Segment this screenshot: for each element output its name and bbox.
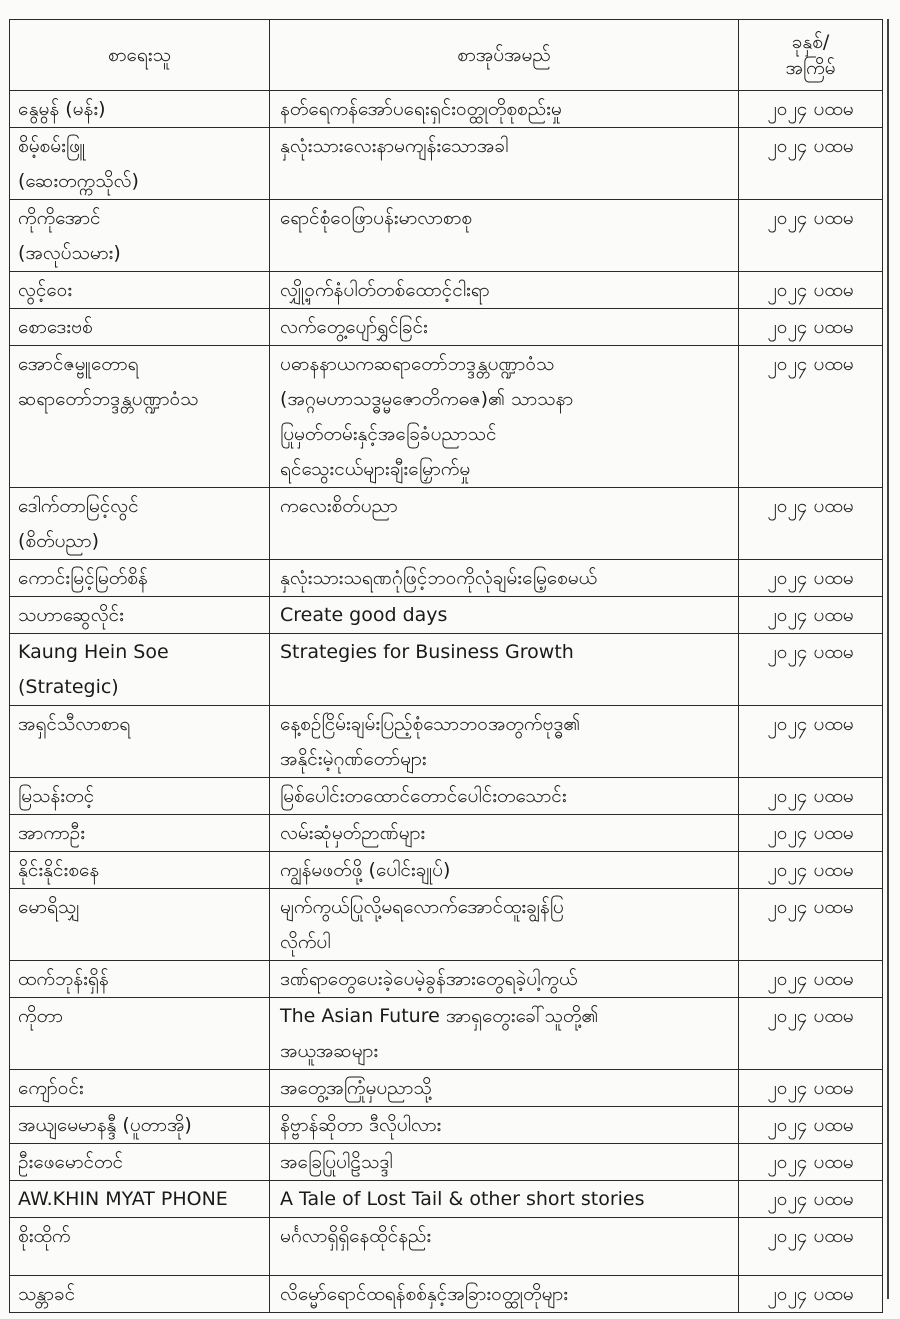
year-cell [739,346,883,488]
author-cell-line: အယျမေမာနန္ဒီ (ပူတာအို) [18,1114,192,1136]
title-cell-line: မင်္ဂလာရှိရှိနေထိုင်နည်း [280,1225,432,1247]
table-right-border [887,19,889,1299]
title-cell [270,778,739,815]
title-cell [270,272,739,309]
header-year-line2: အကြိမ် [785,57,836,79]
year-cell-line: ၂၀၂၄ ပထမ [767,1151,854,1173]
title-cell-line: လိုက်ပါ [280,931,331,953]
title-cell-line: Strategies for Business Growth [280,641,574,663]
year-cell [739,488,883,560]
author-cell [10,346,270,488]
author-cell [10,889,270,961]
table-row [10,634,883,706]
table-row [10,200,883,272]
year-cell-line: ၂၀၂၄ ပထမ [767,567,854,589]
author-cell-line: နိုင်းနိုင်းစနေ [18,859,100,881]
title-cell [270,597,739,634]
year-cell-line: ၂၀၂၄ ပထမ [767,353,854,375]
year-cell [739,128,883,200]
author-cell-line: စောဒေးဗစ် [18,316,93,338]
author-cell [10,488,270,560]
author-cell [10,852,270,889]
year-cell [739,852,883,889]
year-cell [739,1144,883,1181]
title-cell-line: A Tale of Lost Tail & other short stories [280,1188,645,1210]
title-cell [270,961,739,998]
year-cell [739,889,883,961]
year-cell-line: ၂၀၂၄ ပထမ [767,1005,854,1027]
year-cell-line: ၂၀၂၄ ပထမ [767,859,854,881]
title-cell [270,1181,739,1218]
author-cell [10,272,270,309]
title-cell [270,1144,739,1181]
year-cell-line: ၂၀၂၄ ပထမ [767,968,854,990]
title-cell-line: လမ်းဆုံမှတ်ဉာဏ်များ [280,822,426,844]
author-cell-line: (Strategic) [18,676,119,698]
author-cell-line: ဦးဖေမောင်တင် [18,1151,124,1173]
year-cell [739,1107,883,1144]
year-cell [739,200,883,272]
title-cell-line: ပဓာနနာယကဆရာတော်ဘဒ္ဒန္တပဏ္ဍာဝံသ [280,353,555,375]
author-cell-line: နွေမွန် (မန်း) [18,98,106,120]
title-cell-line: (အဂ္ဂမဟာသဒ္ဓမ္မဇောတိကဓဇ)၏ သာသနာ [280,388,574,410]
header-year-line1: ခုနှစ်/ [791,31,830,53]
year-cell-line: ၂၀၂၄ ပထမ [767,1283,854,1305]
table-row [10,998,883,1070]
title-cell [270,488,739,560]
year-cell-line: ၂၀၂၄ ပထမ [767,135,854,157]
year-cell [739,597,883,634]
title-cell [270,889,739,961]
author-cell-line: AW.KHIN MYAT PHONE [18,1188,228,1210]
table-row [10,961,883,998]
author-cell-line: ဆရာတော်ဘဒ္ဒန္တပဏ္ဍာဝံသ [18,388,199,410]
year-cell-line: ၂၀၂၄ ပထမ [767,316,854,338]
title-cell [270,309,739,346]
table-row [10,1070,883,1107]
title-cell-line: လက်တွေ့ပျော်ရွှင်ခြင်း [280,316,428,338]
year-cell [739,706,883,778]
year-cell-line: ၂၀၂၄ ပထမ [767,1225,854,1247]
year-cell-line: ၂၀၂၄ ပထမ [767,604,854,626]
year-cell-line: ၂၀၂၄ ပထမ [767,896,854,918]
title-cell-line: အတွေ့အကြုံမှပညာသို့ [280,1077,432,1099]
title-cell-line: အယူအဆများ [280,1040,379,1062]
table-row [10,1218,883,1276]
title-cell-line: ကျွန်မဖတ်ဖို့ (ပေါင်းချုပ်) [280,859,451,881]
author-cell-line: စိုးထိုက် [18,1225,71,1247]
author-cell [10,1070,270,1107]
title-cell-line: မျက်ကွယ်ပြုလို့မရလောက်အောင်ထူးချွန်ပြ [280,896,564,918]
title-cell-line: နှလုံးသားလေးနာမကျန်းသောအခါ [280,135,509,157]
table-row [10,346,883,488]
author-cell-line: အောင်ဇမ္ဗူတောရ [18,353,139,375]
title-cell-line: လျှို့ဝှက်နံပါတ်တစ်ထောင့်ငါးရာ [280,279,490,301]
author-cell-line: မောရိသျှ [18,896,81,918]
author-cell [10,998,270,1070]
title-cell-line: ပြုမှတ်တမ်းနှင့်အခြေခံပညာသင် [280,423,497,445]
table-row [10,889,883,961]
table-body [10,91,883,1313]
author-cell-line: သန္တာခင် [18,1283,76,1305]
title-cell-line: ကလေးစိတ်ပညာ [280,495,398,517]
table-row [10,1181,883,1218]
table-row [10,1144,883,1181]
author-cell [10,560,270,597]
title-cell [270,560,739,597]
author-cell-line: ကျော်ဝင်း [18,1077,84,1099]
title-cell-line: မြစ်ပေါင်းတထောင်တောင်ပေါင်းတသောင်း [280,785,567,807]
title-cell [270,1107,739,1144]
title-cell [270,128,739,200]
author-cell [10,961,270,998]
table-row [10,272,883,309]
author-cell-line: (စိတ်ပညာ) [18,530,100,552]
year-cell [739,961,883,998]
year-cell [739,91,883,128]
table-row [10,488,883,560]
author-cell-line: ဒေါက်တာမြင့်လွင် [18,495,139,517]
author-cell [10,706,270,778]
table-header-row [10,20,883,91]
title-cell [270,706,739,778]
title-cell-line: Create good days [280,604,448,626]
year-cell [739,1276,883,1313]
table-row [10,1107,883,1144]
author-cell [10,634,270,706]
year-cell-line: ၂၀၂၄ ပထမ [767,785,854,807]
author-cell [10,1218,270,1276]
book-list-table [9,19,883,1313]
title-cell [270,815,739,852]
author-cell [10,597,270,634]
author-cell-line: အရှင်သီလာစာရ [18,713,131,735]
year-cell [739,778,883,815]
author-cell [10,128,270,200]
title-cell [270,1070,739,1107]
year-cell [739,1218,883,1276]
author-cell-line: စိမ့်စမ်းဖြူ [18,135,86,157]
header-author: စာရေးသူ [10,20,270,91]
title-cell-line: ရင်သွေးငယ်များချီးမြှောက်မှု [280,458,471,480]
author-cell-line: အာကာဦး [18,822,86,844]
title-cell-line: အခြေပြုပါဠိသဒ္ဒါ [280,1151,393,1173]
year-cell-line: ၂၀၂၄ ပထမ [767,822,854,844]
title-cell-line: နေ့စဉ်ငြိမ်းချမ်းပြည့်စုံသောဘဝအတွက်ဗုဒ္ဓ၏ [280,713,581,735]
year-cell [739,634,883,706]
author-cell [10,1276,270,1313]
title-cell [270,346,739,488]
year-cell [739,1181,883,1218]
author-cell [10,1181,270,1218]
year-cell [739,998,883,1070]
table-row [10,91,883,128]
title-cell-line: နိဗ္ဗာန်ဆိုတာ ဒီလိုပါလား [280,1114,442,1136]
year-cell-line: ၂၀၂၄ ပထမ [767,279,854,301]
year-cell-line: ၂၀၂၄ ပထမ [767,495,854,517]
author-cell-line: ထက်ဘုန်းရှိန် [18,968,109,990]
table-row [10,309,883,346]
title-cell-line: အနိုင်းမဲ့ဂုဏ်တော်များ [280,748,427,770]
year-cell-line: ၂၀၂၄ ပထမ [767,1188,854,1210]
title-cell [270,91,739,128]
author-cell [10,200,270,272]
year-cell-line: ၂၀၂၄ ပထမ [767,1077,854,1099]
year-cell [739,272,883,309]
author-cell [10,91,270,128]
author-cell-line: (ဆေးတက္ကသိုလ်) [18,170,139,192]
table-row [10,778,883,815]
table-row [10,128,883,200]
author-cell-line: Kaung Hein Soe [18,641,169,663]
year-cell-line: ၂၀၂၄ ပထမ [767,641,854,663]
author-cell-line: သဟာဆွေလိုင်း [18,604,124,626]
title-cell-line: ဒဏ်ရာတွေပေးခဲ့ပေမဲ့ခွန်အားတွေရခဲ့ပါ့ကွယ် [280,968,578,990]
author-cell [10,778,270,815]
title-cell-line: နှလုံးသားသရဏဂုံဖြင့်ဘဝကိုလုံချမ်းမြေ့စေမယ် [280,567,598,589]
year-cell-line: ၂၀၂၄ ပထမ [767,98,854,120]
author-cell-line: ကိုကိုအောင် [18,207,101,229]
title-cell-line: ရောင်စုံဝေဖြာပန်းမာလာစာစု [280,207,473,229]
author-cell-line: လွင့်ဝေး [18,279,73,301]
author-cell-line: ကိုတာ [18,1005,63,1027]
title-cell-line: နတ်ရေကန်အော်ပရေးရှင်းဝတ္ထုတိုစုစည်းမှု [280,98,562,120]
author-cell-line: မြသန်းတင့် [18,785,95,807]
header-year [739,20,883,91]
author-cell [10,1107,270,1144]
year-cell-line: ၂၀၂၄ ပထမ [767,1114,854,1136]
header-title: စာအုပ်အမည် [270,20,739,91]
title-cell-line: လိမ္မော်ရောင်ထရန်စစ်နှင့်အခြားဝတ္ထုတိုများ [280,1283,569,1305]
year-cell-line: ၂၀၂၄ ပထမ [767,207,854,229]
year-cell [739,560,883,597]
table-row [10,1276,883,1313]
table-row [10,815,883,852]
year-cell [739,309,883,346]
author-cell [10,1144,270,1181]
title-cell-line: The Asian Future အာရှတွေးခေါ်သူတို့၏ [280,1005,599,1027]
title-cell [270,200,739,272]
year-cell [739,1070,883,1107]
author-cell [10,309,270,346]
title-cell [270,852,739,889]
author-cell-line: (အလုပ်သမား) [18,242,121,264]
table-row [10,852,883,889]
title-cell [270,1218,739,1276]
year-cell-line: ၂၀၂၄ ပထမ [767,713,854,735]
title-cell [270,1276,739,1313]
table-row [10,706,883,778]
table-row [10,597,883,634]
table-row [10,560,883,597]
year-cell [739,815,883,852]
title-cell [270,998,739,1070]
author-cell [10,815,270,852]
title-cell [270,634,739,706]
author-cell-line: ကောင်းမြင့်မြတ်စိန် [18,567,148,589]
